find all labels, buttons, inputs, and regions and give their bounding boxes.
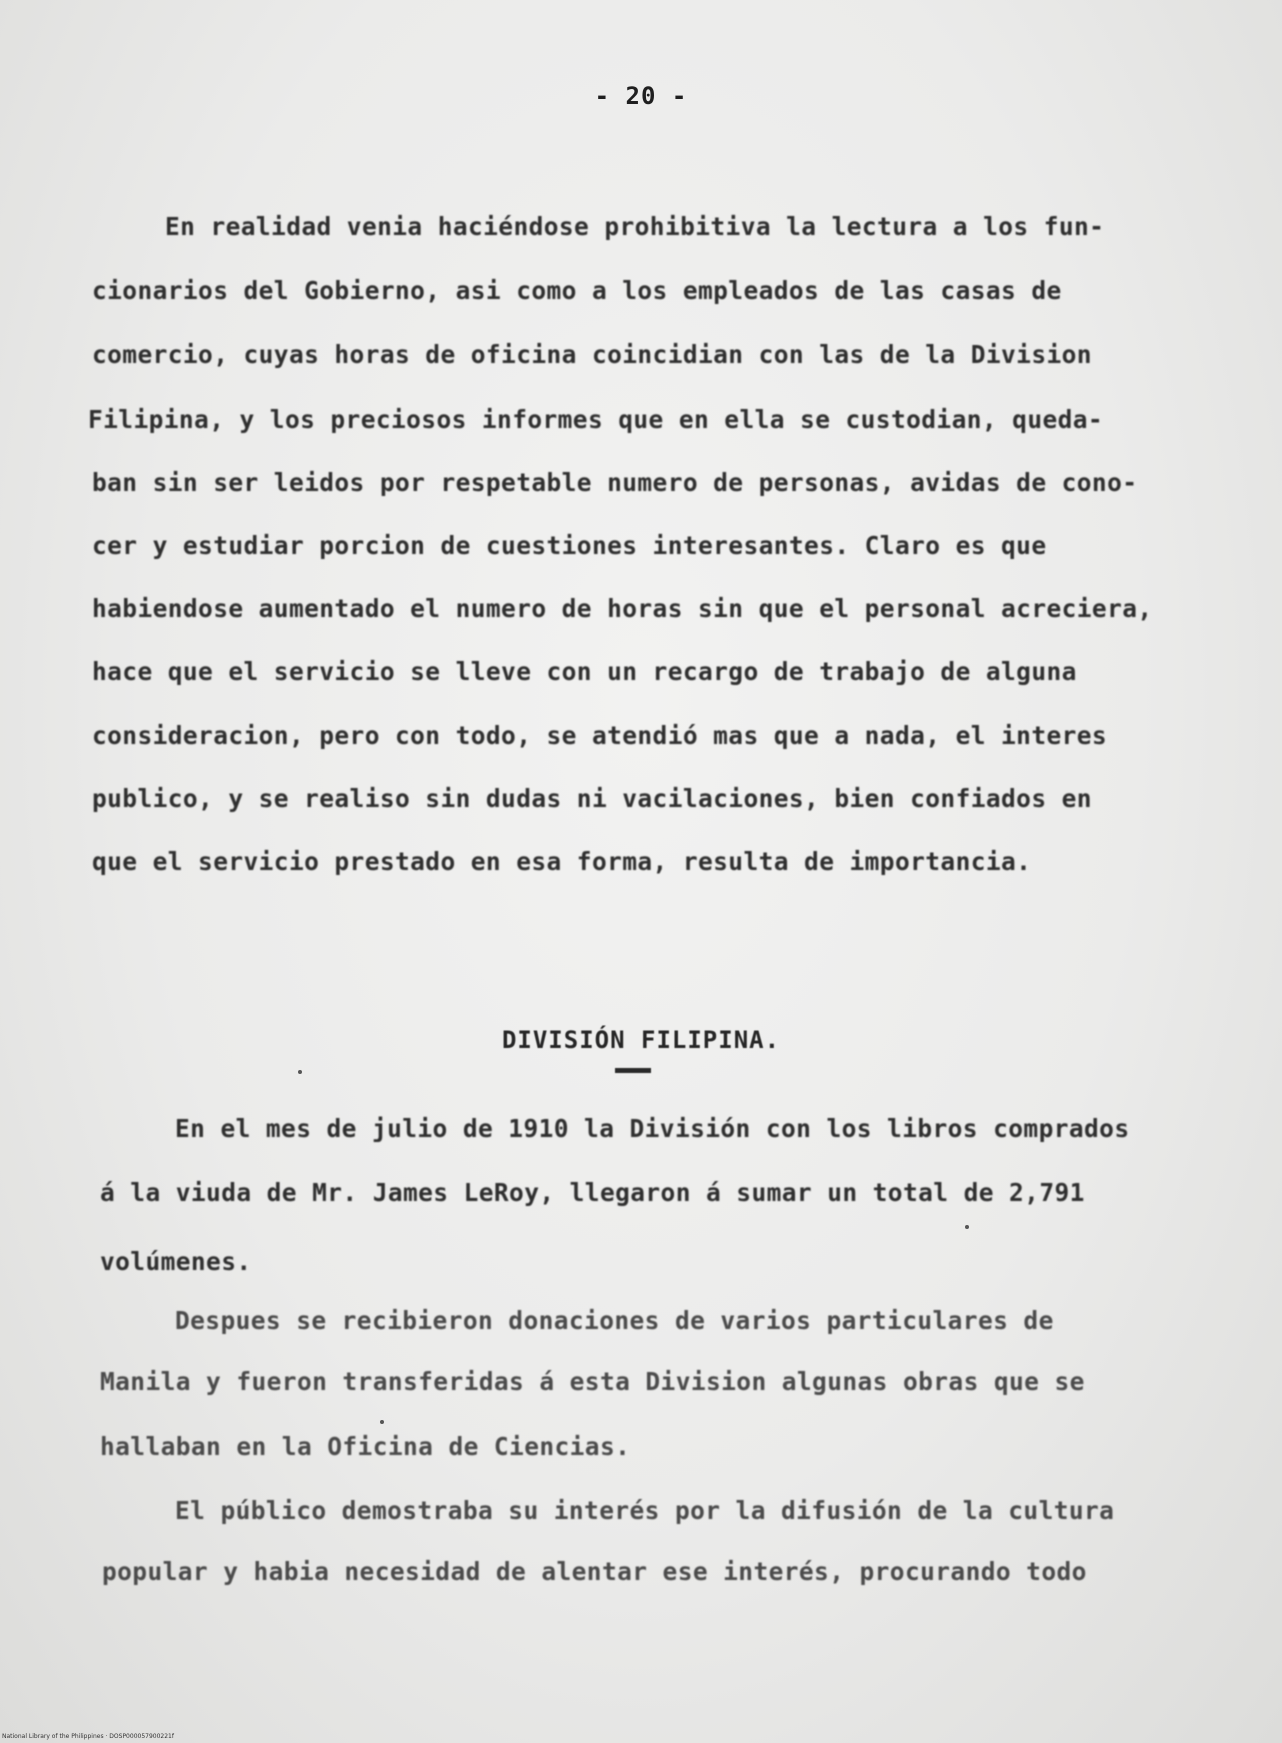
paragraph-1-line-3: comercio, cuyas horas de oficina coincidian con las de la Division bbox=[92, 340, 1092, 369]
paragraph-1-line-4: Filipina, y los preciosos informes que en ella se custodian, queda- bbox=[88, 405, 1104, 434]
paragraph-1-line-10: publico, y se realiso sin dudas ni vacilaciones, bien confiados en bbox=[92, 784, 1092, 813]
heading-underline bbox=[615, 1068, 651, 1073]
paragraph-2-line-2: á la viuda de Mr. James LeRoy, llegaron á sumar un total de 2,791 bbox=[100, 1178, 1085, 1207]
paragraph-1-line-1: En realidad venia haciéndose prohibitiva la lectura a los fun- bbox=[165, 212, 1105, 241]
section-heading: DIVISIÓN FILIPINA. bbox=[501, 1026, 781, 1054]
paragraph-1-line-2: cionarios del Gobierno, asi como a los empleados de las casas de bbox=[92, 276, 1062, 305]
paragraph-3-line-2: Manila y fueron transferidas á esta Division algunas obras que se bbox=[100, 1367, 1085, 1396]
paper-speck bbox=[380, 1420, 384, 1424]
paper-speck bbox=[965, 1225, 969, 1229]
paragraph-1-line-8: hace que el servicio se lleve con un recargo de trabajo de alguna bbox=[92, 657, 1077, 686]
archive-credit: National Library of the Philippines · DOSP000057900221f bbox=[2, 1733, 174, 1740]
paragraph-3-line-3: hallaban en la Oficina de Ciencias. bbox=[100, 1432, 631, 1461]
paragraph-1-line-11: que el servicio prestado en esa forma, resulta de importancia. bbox=[92, 847, 1032, 876]
paragraph-1-line-5: ban sin ser leidos por respetable numero de personas, avidas de cono- bbox=[92, 468, 1138, 497]
paragraph-1-line-7: habiendose aumentado el numero de horas sin que el personal acreciera, bbox=[92, 594, 1153, 623]
paragraph-4-line-1: El público demostraba su interés por la difusión de la cultura bbox=[175, 1496, 1115, 1525]
paragraph-4-line-2: popular y habia necesidad de alentar ese interés, procurando todo bbox=[102, 1557, 1087, 1586]
paragraph-2-line-1: En el mes de julio de 1910 la División con los libros comprados bbox=[175, 1114, 1130, 1143]
paragraph-1-line-6: cer y estudiar porcion de cuestiones interesantes. Claro es que bbox=[92, 531, 1047, 560]
paragraph-1-line-9: consideracion, pero con todo, se atendió mas que a nada, el interes bbox=[92, 721, 1108, 750]
paper-speck bbox=[298, 1070, 302, 1074]
paragraph-3-line-1: Despues se recibieron donaciones de varios particulares de bbox=[175, 1306, 1054, 1335]
paragraph-2-line-3: volúmenes. bbox=[100, 1247, 252, 1276]
page-number: - 20 - bbox=[594, 82, 688, 110]
